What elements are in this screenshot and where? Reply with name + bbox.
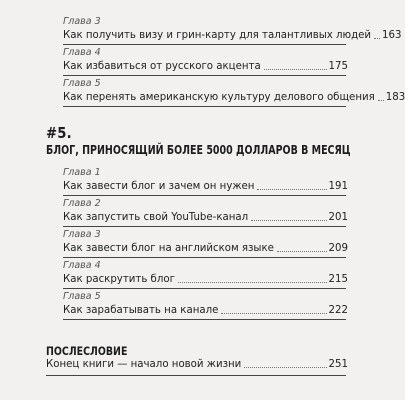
chapter-title: Как завести блог и зачем он нужен: [63, 181, 255, 192]
toc-entry[interactable]: [63, 260, 348, 286]
leader-dots: [264, 69, 327, 70]
chapter-label: Глава 2: [63, 198, 101, 209]
divider: [63, 44, 346, 45]
afterword-title: ПОСЛЕСЛОВИЕ: [46, 344, 128, 358]
toc-entry[interactable]: [63, 167, 348, 193]
chapter-label: Глава 5: [63, 291, 101, 302]
chapter-title: Как зарабатывать на канале: [63, 305, 219, 316]
chapter-label: Глава 3: [63, 229, 101, 240]
part-title: БЛОГ, ПРИНОСЯЩИЙ БОЛЕЕ 5000 ДОЛЛАРОВ В МЕСЯЦ: [46, 143, 351, 157]
leader-dots: [221, 313, 326, 314]
page-number: 215: [328, 274, 348, 285]
toc-entry[interactable]: [63, 16, 402, 42]
divider: [63, 319, 346, 320]
toc-entry[interactable]: [63, 229, 348, 255]
chapter-title: Как запустить свой YouTube-канал: [63, 212, 249, 223]
divider: [63, 106, 346, 107]
divider: [63, 288, 346, 289]
leader-dots: [257, 189, 326, 190]
chapter-label: Глава 4: [63, 47, 101, 58]
page-number: 251: [328, 359, 348, 370]
chapter-title: Как избавиться от русского акцента: [63, 61, 261, 72]
toc-entry[interactable]: [46, 358, 348, 371]
page-number: 222: [328, 305, 348, 316]
chapter-title: Как раскрутить блог: [63, 274, 175, 285]
leader-dots: [251, 220, 326, 221]
chapter-title: Конец книги — начало новой жизни: [46, 359, 242, 370]
divider: [46, 375, 346, 376]
divider: [63, 75, 346, 76]
toc-entry[interactable]: [63, 291, 348, 317]
chapter-label: Глава 3: [63, 16, 101, 27]
leader-dots: [374, 38, 380, 39]
page-number: 183: [385, 92, 405, 103]
page-number: 163: [382, 30, 402, 41]
divider: [63, 226, 346, 227]
leader-dots: [178, 282, 327, 283]
chapter-label: Глава 1: [63, 167, 101, 178]
chapter-title: Как получить визу и грин-карту для талантливых людей: [63, 30, 372, 41]
chapter-label: Глава 5: [63, 78, 101, 89]
leader-dots: [244, 367, 326, 368]
page-number: 201: [328, 212, 348, 223]
divider: [63, 195, 346, 196]
part-number: #5.: [46, 124, 72, 142]
leader-dots: [277, 251, 327, 252]
toc-entry[interactable]: [63, 47, 348, 73]
page-number: 191: [328, 181, 348, 192]
toc-entry[interactable]: [63, 78, 405, 104]
chapter-title: Как завести блог на английском языке: [63, 243, 274, 254]
leader-dots: [378, 100, 384, 101]
page-number: 175: [328, 61, 348, 72]
divider: [63, 257, 346, 258]
chapter-label: Глава 4: [63, 260, 101, 271]
chapter-title: Как перенять американскую культуру делового общения: [63, 92, 375, 103]
page-number: 209: [328, 243, 348, 254]
toc-entry[interactable]: [63, 198, 348, 224]
